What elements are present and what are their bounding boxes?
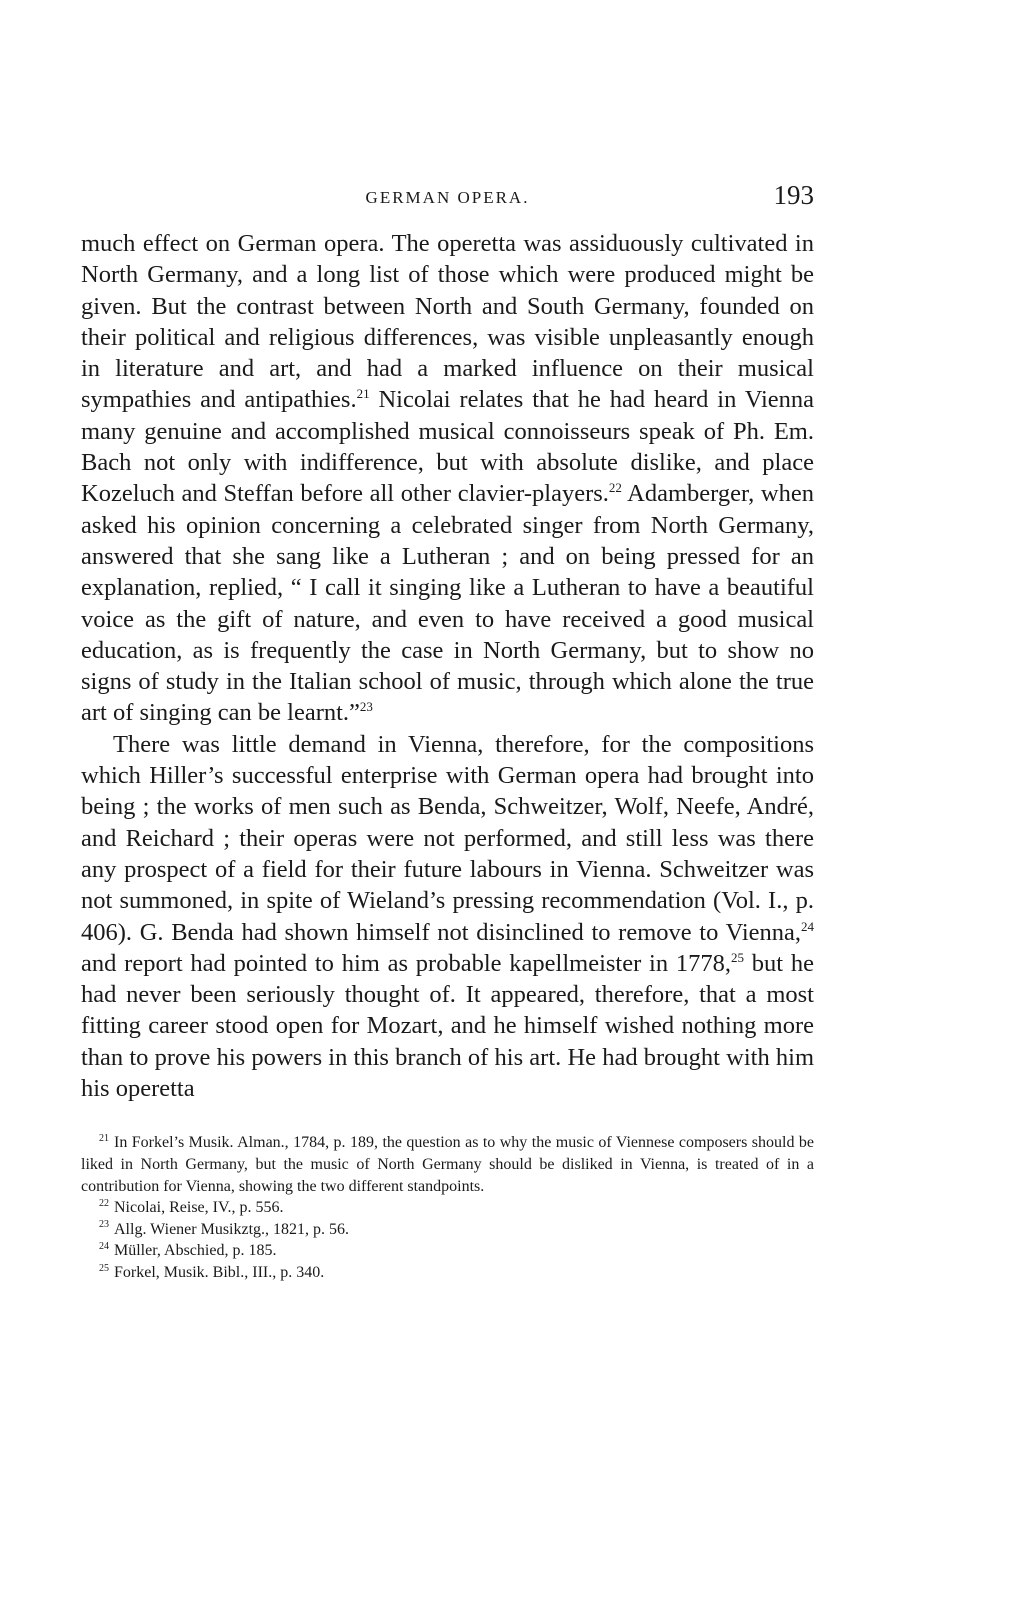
paragraph-1-part-c: Adamberger, when asked his opinion concerning a celebrated singer from North Germany, answered that she sang like a Lutheran ; and on being pressed for an explanation, replied, “ I call it singing like a Lutheran to have a beautiful voice as the gift of nature, and even to have received a good musical education, as is frequently the case in North Germany, but to show no signs of study in the Italian school of music, through which alone the true art of singing can be learnt.” (81, 480, 814, 727)
page-header (81, 180, 814, 228)
footnote-ref-23: 23 (359, 699, 373, 715)
paragraph-2-part-a: There was little demand in Vienna, therefore, for the compositions which Hiller’s successful enterprise with German opera had brought into being ; the works of men such as Benda, Schweitzer, Wolf, Neefe, André, and Reichard ; their operas were not performed, and still less was there any prospect of a field for their future labours in Vienna. Schweitzer was not summoned, in spite of Wieland’s pressing recommendation (Vol. I., p. 406). G. Benda had shown himself not disinclined to remove to Vienna, (81, 730, 814, 946)
footnote-21 (81, 1132, 814, 1197)
paragraph-1 (81, 228, 814, 729)
footnote-24 (81, 1240, 814, 1262)
paragraph-2 (81, 729, 814, 1105)
footnotes (81, 1132, 814, 1283)
paragraph-1-part-b: Nicolai relates that he had heard in Vienna many genuine and accomplished musical connoisseurs speak of Ph. Em. Bach not only with indifference, but with absolute dislike, and place Kozeluch and Steffan before all other clavier-players. (81, 386, 815, 508)
footnote-number: 23 (99, 1219, 109, 1231)
footnote-ref-21: 21 (356, 386, 370, 402)
running-title: GERMAN OPERA. (365, 188, 530, 207)
footnote-ref-25: 25 (731, 949, 744, 965)
footnote-text: Forkel, Musik. Bibl., III., p. 340. (114, 1263, 325, 1281)
body-text (81, 228, 814, 1104)
footnote-text: In Forkel’s Musik. Alman., 1784, p. 189, the question as to why the music of Viennese composers should be liked in North Germany, but the music of North Germany should be disliked in Vienna, is treated of in a contribution for Vienna, showing the two different standpoints. (81, 1134, 814, 1195)
footnote-25 (81, 1262, 814, 1284)
paragraph-2-part-c: but he had never been seriously thought of. It appeared, therefore, that a most fitting career stood open for Mozart, and he himself wished nothing more than to prove his powers in this branch of his art. He had brought with him his operetta (81, 949, 814, 1103)
footnote-number: 24 (99, 1240, 109, 1252)
footnote-22 (81, 1197, 814, 1219)
paragraph-2-part-b: and report had pointed to him as probable kapellmeister in 1778, (81, 949, 731, 977)
footnote-ref-22: 22 (608, 480, 622, 496)
footnote-number: 22 (99, 1197, 109, 1209)
footnote-text: Allg. Wiener Musikztg., 1821, p. 56. (114, 1220, 350, 1238)
footnote-number: 21 (99, 1132, 109, 1144)
footnote-text: Müller, Abschied, p. 185. (114, 1242, 277, 1260)
footnote-23 (81, 1219, 814, 1241)
paragraph-1-part-a: much effect on German opera. The operetta was assiduously cultivated in North Germany, and a long list of those which were produced might be given. But the contrast between North and South Germany, founded on their political and religious differences, was visible unpleasantly enough in literature and art, and had a marked influence on their musical sympathies and antipathies. (81, 230, 814, 414)
book-page (81, 180, 814, 1283)
page-number: 193 (773, 180, 814, 210)
footnote-text: Nicolai, Reise, IV., p. 556. (114, 1199, 284, 1217)
footnote-number: 25 (99, 1262, 109, 1274)
footnote-ref-24: 24 (801, 918, 814, 934)
